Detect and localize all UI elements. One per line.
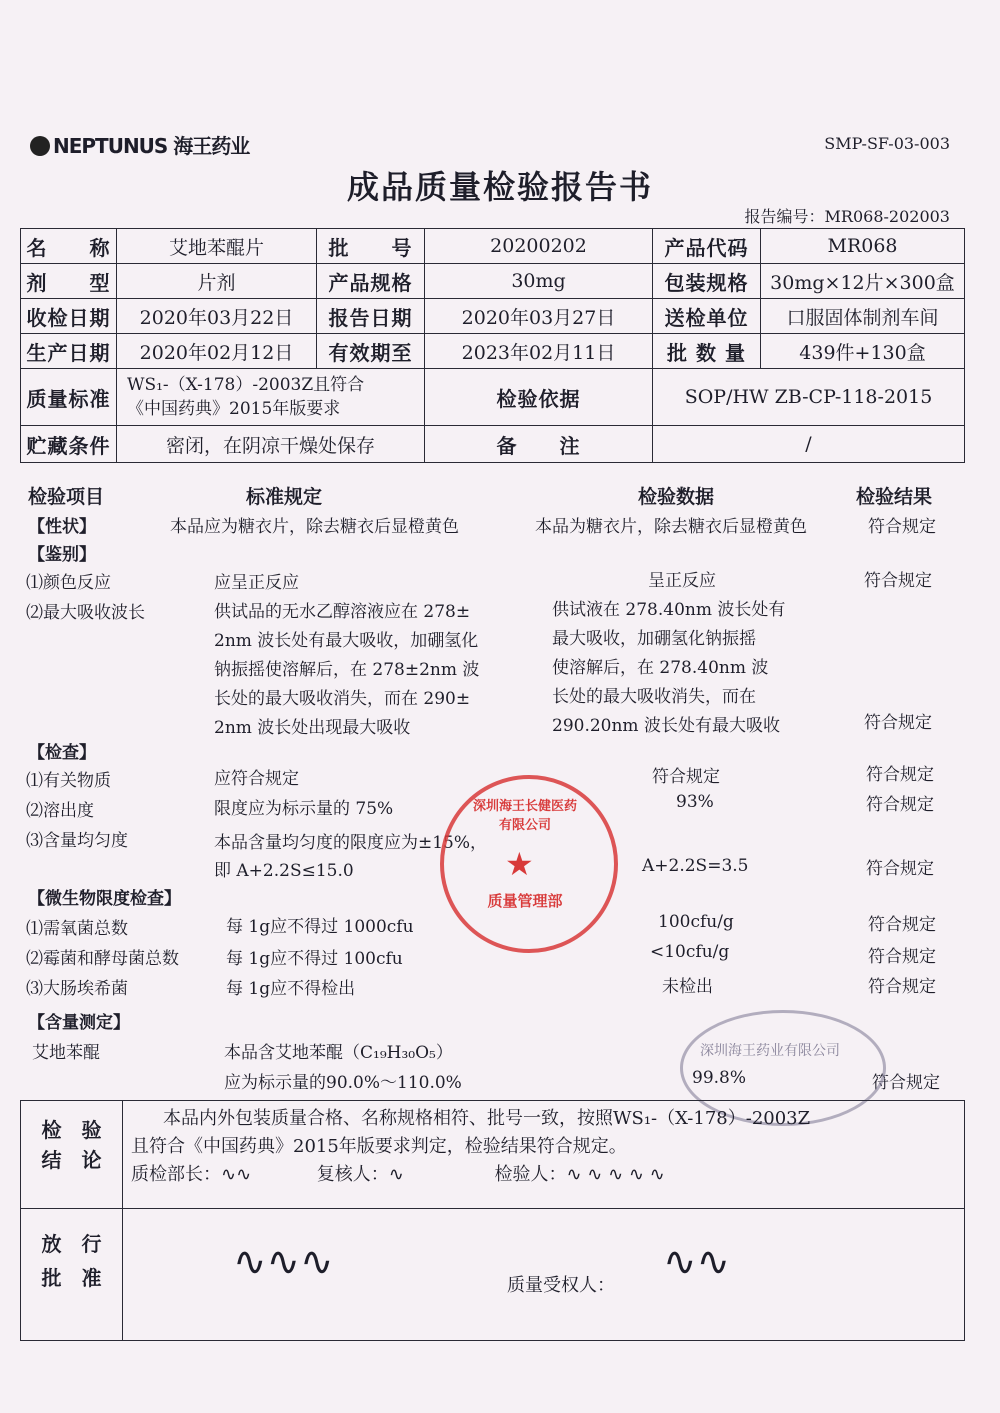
storage-conditions: 密闭，在阴凉干燥处保存 xyxy=(117,426,425,463)
product-info-table xyxy=(20,228,965,463)
page-title: 成品质量检验报告书 xyxy=(346,168,653,206)
reviewer-signature: ∿ xyxy=(388,1164,404,1185)
authorized-signature: ∿∿ xyxy=(663,1239,731,1285)
related-standard: 应符合规定 xyxy=(214,769,299,789)
ecoli-data: 未检出 xyxy=(662,977,713,997)
aerobic-result: 符合规定 xyxy=(868,915,936,935)
qc-head-signature: ∿∿ xyxy=(221,1164,252,1185)
color-data: 呈正反应 xyxy=(648,571,716,591)
pack-label: 包装规格 xyxy=(653,264,761,299)
assay-result: 符合规定 xyxy=(872,1073,940,1093)
ecoli-item: ⑶大肠埃希菌 xyxy=(26,979,128,999)
color-item: ⑴颜色反应 xyxy=(26,573,111,593)
uniformity-item: ⑶含量均匀度 xyxy=(26,831,128,851)
ecoli-result: 符合规定 xyxy=(868,977,936,997)
product-code: MR068 xyxy=(761,229,965,264)
report-number: 报告编号：MR068-202003 xyxy=(744,207,950,226)
assay-data: 99.8% xyxy=(692,1068,747,1088)
conclusion-content: 本品内外包装质量合格、名称规格相符、批号一致，按照WS₁-（X-178）-2003Z 且符合《中国药典》2015年版要求判定，检验结果符合规定。 质检部长：∿∿ 复核人：∿ 检验人：∿ ∿ ∿ ∿ ∿ xyxy=(123,1101,965,1209)
related-data: 符合规定 xyxy=(652,767,720,787)
authorized-person-label: 质量受权人： xyxy=(507,1275,615,1296)
aerobic-standard: 每 1g应不得过 1000cfu xyxy=(226,917,414,937)
dosage-form: 片剂 xyxy=(117,264,317,299)
col-standard: 标准规定 xyxy=(246,486,323,508)
ecoli-standard: 每 1g应不得检出 xyxy=(226,979,356,999)
batch-label: 批 号 xyxy=(317,229,425,264)
production-date: 2020年02月12日 xyxy=(117,334,317,369)
report-date: 2020年03月27日 xyxy=(425,299,653,334)
section-assay: 【含量测定】 xyxy=(28,1013,130,1033)
uv-result: 符合规定 xyxy=(864,713,932,733)
batch-number: 20200202 xyxy=(425,229,653,264)
related-result: 符合规定 xyxy=(866,765,934,785)
signature-line: 质检部长：∿∿ 复核人：∿ 检验人：∿ ∿ ∿ ∿ ∿ xyxy=(131,1161,956,1189)
production-date-label: 生产日期 xyxy=(21,334,117,369)
remark-value: / xyxy=(653,426,965,463)
receive-date-label: 收检日期 xyxy=(21,299,117,334)
pack-spec: 30mg×12片×300盒 xyxy=(761,264,965,299)
uniformity-result: 符合规定 xyxy=(866,859,934,879)
submitting-dept: 口服固体制剂车间 xyxy=(761,299,965,334)
conclusion-label: 检 验 结 论 xyxy=(21,1101,123,1209)
spec-label: 产品规格 xyxy=(317,264,425,299)
uniformity-data: A+2.2S=3.5 xyxy=(642,856,749,876)
dissolution-standard: 限度应为标示量的 75% xyxy=(214,799,394,819)
quality-standard: WS₁-（X-178）-2003Z且符合 《中国药典》2015年版要求 xyxy=(117,369,425,426)
color-result: 符合规定 xyxy=(864,571,932,591)
uv-item: ⑵最大吸收波长 xyxy=(26,603,145,623)
section-checks: 【检查】 xyxy=(28,743,96,763)
release-label: 放 行 批 准 xyxy=(21,1209,123,1341)
release-content xyxy=(123,1209,965,1341)
uv-standard: 供试品的无水乙醇溶液应在 278± 2nm 波长处有最大吸收，加硼氢化 钠振摇使溶解后，在 278±2nm 波 长处的最大吸收消失，而在 290± 2nm 波长处出现最大吸收 xyxy=(214,602,480,738)
expiry-date: 2023年02月11日 xyxy=(425,334,653,369)
receive-date: 2020年03月22日 xyxy=(117,299,317,334)
dissolution-result: 符合规定 xyxy=(866,795,934,815)
product-name: 艾地苯醌片 xyxy=(117,229,317,264)
inspection-basis: SOP/HW ZB-CP-118-2015 xyxy=(653,369,965,426)
mold-result: 符合规定 xyxy=(868,947,936,967)
section-appearance: 【性状】 xyxy=(28,517,96,537)
inspector-signatures: ∿ ∿ ∿ ∿ ∿ xyxy=(566,1164,665,1185)
uniformity-standard-2: 即 A+2.2S≤15.0 xyxy=(214,861,354,881)
form-code: SMP-SF-03-003 xyxy=(824,134,950,153)
dept-label: 送检单位 xyxy=(653,299,761,334)
aerobic-data: 100cfu/g xyxy=(658,912,734,932)
dissolution-item: ⑵溶出度 xyxy=(26,801,94,821)
assay-item: 艾地苯醌 xyxy=(32,1043,100,1063)
seal-company-text: 深圳海王长健医药有限公司 xyxy=(472,799,577,833)
dissolution-data: 93% xyxy=(676,792,714,812)
conclusion-table xyxy=(20,1100,965,1341)
standard-label: 质量标准 xyxy=(21,369,117,426)
release-signature: ∿∿∿ xyxy=(233,1239,334,1285)
assay-standard-2: 应为标示量的90.0%～110.0% xyxy=(224,1073,462,1093)
remark-label: 备 注 xyxy=(425,426,653,463)
company-logo: NEPTUNUS 海王药业 xyxy=(30,130,249,159)
col-data: 检验数据 xyxy=(638,486,715,508)
expiry-label: 有效期至 xyxy=(317,334,425,369)
aerobic-item: ⑴需氧菌总数 xyxy=(26,919,128,939)
appearance-data: 本品为糖衣片，除去糖衣后显橙黄色 xyxy=(535,517,807,537)
neptunus-logo-icon xyxy=(30,136,50,156)
storage-label: 贮藏条件 xyxy=(21,426,117,463)
report-date-label: 报告日期 xyxy=(317,299,425,334)
section-identification: 【鉴别】 xyxy=(28,545,96,565)
related-item: ⑴有关物质 xyxy=(26,771,111,791)
name-label: 名 称 xyxy=(21,229,117,264)
assay-standard-1: 本品含艾地苯醌（C₁₉H₃₀O₅） xyxy=(224,1043,453,1063)
batch-quantity: 439件+130盒 xyxy=(761,334,965,369)
uv-data: 供试液在 278.40nm 波长处有 最大吸收，加硼氢化钠振摇 使溶解后，在 278.40nm 波 长处的最大吸收消失，而在 290.20nm 波长处有最大吸收 xyxy=(552,600,786,736)
col-result: 检验结果 xyxy=(856,486,933,508)
appearance-result: 符合规定 xyxy=(868,517,936,537)
mold-data: <10cfu/g xyxy=(650,942,730,962)
faded-seal-text: 深圳海王药业有限公司 xyxy=(700,1043,840,1059)
product-spec: 30mg xyxy=(425,264,653,299)
basis-label: 检验依据 xyxy=(425,369,653,426)
seal-dept-text: 质量管理部 xyxy=(487,892,563,910)
seal-star-icon: ★ xyxy=(505,845,534,883)
form-label: 剂 型 xyxy=(21,264,117,299)
appearance-standard: 本品应为糖衣片，除去糖衣后显橙黄色 xyxy=(170,517,459,537)
mold-item: ⑵霉菌和酵母菌总数 xyxy=(26,949,179,969)
mold-standard: 每 1g应不得过 100cfu xyxy=(226,949,403,969)
code-label: 产品代码 xyxy=(653,229,761,264)
uniformity-standard-1: 本品含量均匀度的限度应为±15%， xyxy=(214,833,488,853)
quantity-label: 批 数 量 xyxy=(653,334,761,369)
color-standard: 应呈正反应 xyxy=(214,573,299,593)
section-microbial: 【微生物限度检查】 xyxy=(28,889,181,909)
col-item: 检验项目 xyxy=(28,486,105,508)
